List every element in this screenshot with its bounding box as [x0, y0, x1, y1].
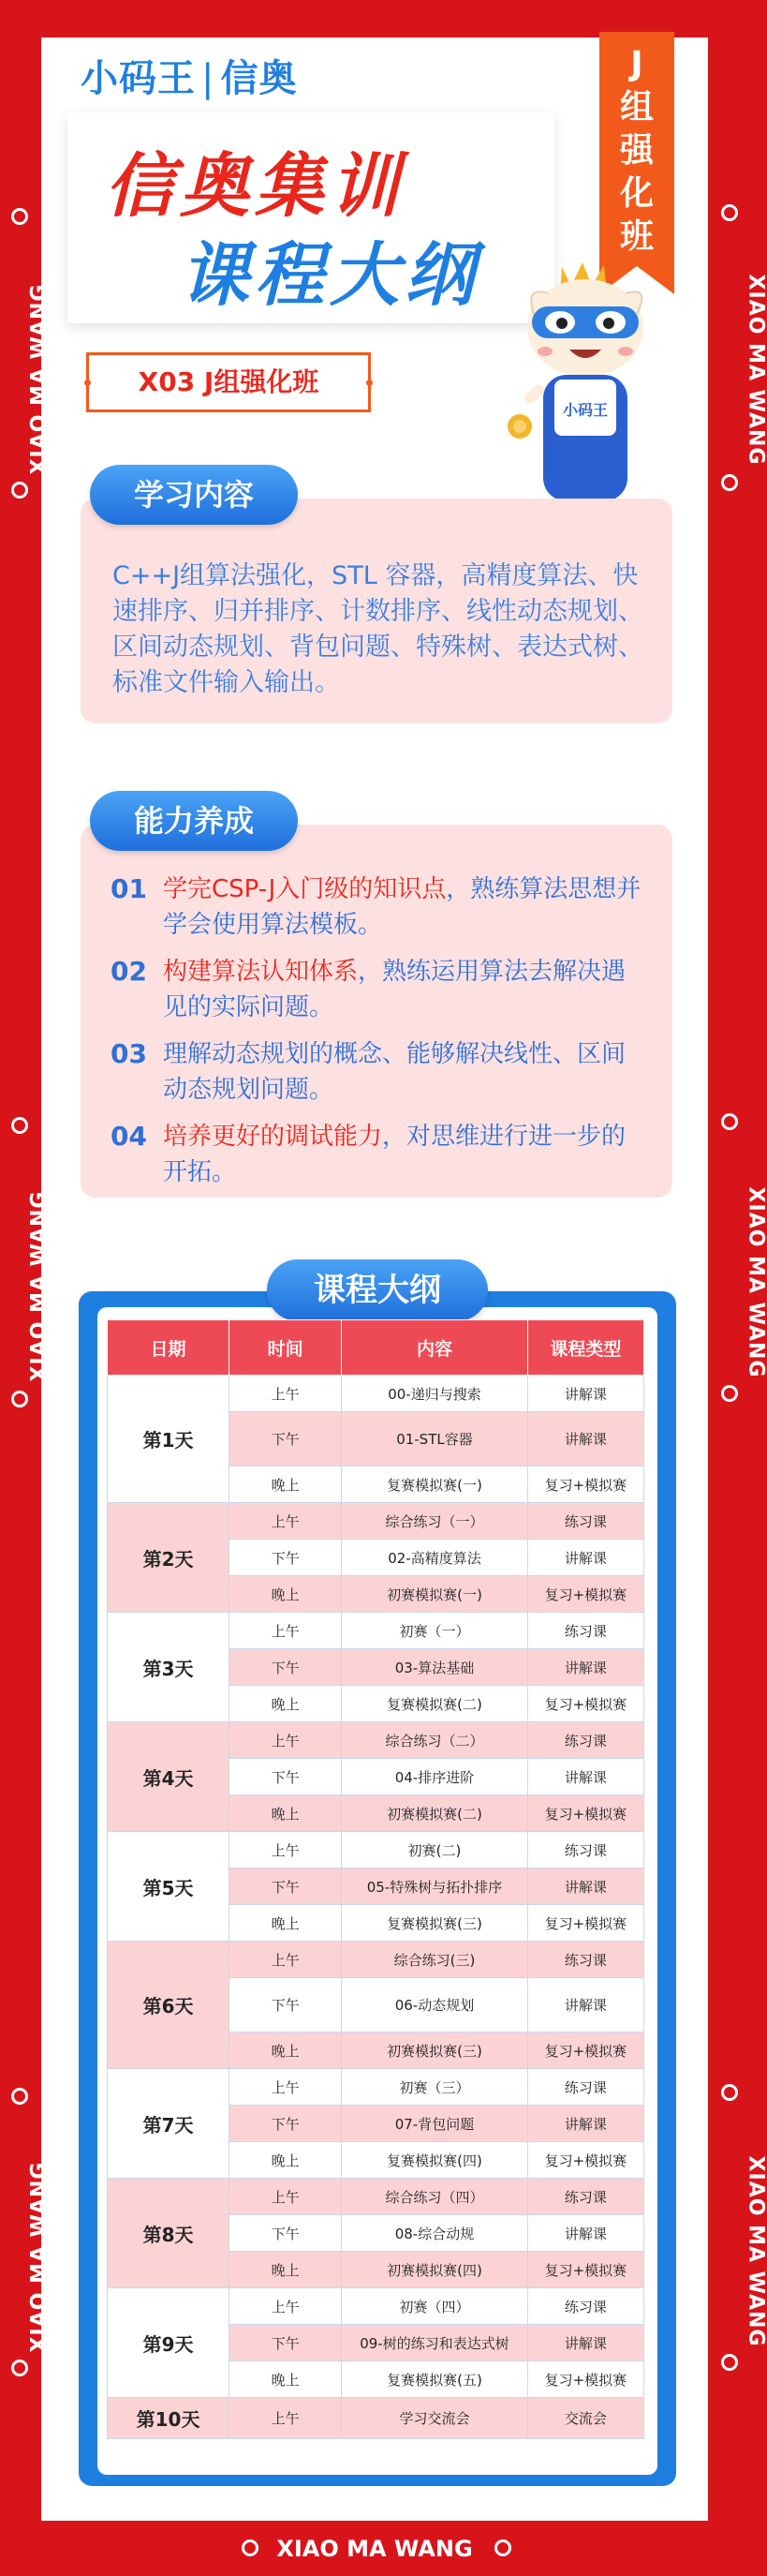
page-title-line2: 课程大纲: [180, 235, 479, 316]
content-cell: 初赛（一）: [342, 1613, 528, 1649]
content-cell: 复赛模拟赛(四): [342, 2142, 528, 2179]
ability-number: 03: [111, 1038, 147, 1069]
ability-list: [111, 871, 644, 1201]
ability-text: [163, 1036, 644, 1108]
type-cell: 讲解课: [527, 1376, 643, 1412]
side-label: XIAO MA WANG: [27, 283, 52, 475]
ring-decoration: [11, 1117, 28, 1134]
type-cell: 练习课: [527, 1942, 643, 1978]
content-cell: 综合练习（一）: [342, 1503, 528, 1540]
ring-decoration: [721, 2084, 738, 2101]
ability-text: [163, 1119, 644, 1190]
content-cell: 综合练习（四）: [342, 2179, 528, 2215]
ring-decoration: [11, 2088, 28, 2105]
ability-heading: 能力养成: [90, 791, 298, 851]
ability-item: [111, 871, 644, 943]
time-cell: 上午: [229, 2288, 342, 2325]
time-cell: 上午: [229, 1613, 342, 1649]
content-cell: 初赛（四）: [342, 2288, 528, 2325]
table-header-row: [108, 1320, 644, 1376]
type-cell: 复习+模拟赛: [527, 2033, 643, 2069]
day-cell: 第6天: [108, 1942, 229, 2069]
type-cell: 复习+模拟赛: [527, 2142, 643, 2179]
time-cell: 上午: [229, 1942, 342, 1978]
type-cell: 复习+模拟赛: [527, 1795, 643, 1832]
ring-decoration: [721, 2354, 738, 2371]
type-cell: 复习+模拟赛: [527, 2361, 643, 2398]
side-label: XIAO MA WANG: [744, 274, 767, 466]
content-cell: 03-算法基础: [342, 1649, 528, 1686]
ring-decoration: [721, 474, 738, 491]
content-cell: 04-排序进阶: [342, 1759, 528, 1795]
type-cell: 讲解课: [527, 1649, 643, 1686]
side-label: XIAO MA WANG: [27, 2161, 52, 2353]
day-cell: 第10天: [108, 2398, 229, 2439]
time-cell: 晚上: [229, 2252, 342, 2288]
type-cell: 复习+模拟赛: [527, 1467, 643, 1503]
table-row: [108, 2179, 644, 2215]
ability-item: [111, 1119, 644, 1190]
content-cell: 复赛模拟赛(五): [342, 2361, 528, 2398]
type-cell: 讲解课: [527, 1759, 643, 1795]
content-cell: 复赛模拟赛(二): [342, 1686, 528, 1722]
day-cell: 第3天: [108, 1613, 229, 1722]
type-cell: 练习课: [527, 1503, 643, 1540]
type-cell: 讲解课: [527, 2106, 643, 2142]
ring-decoration: [11, 482, 28, 499]
type-cell: 练习课: [527, 1832, 643, 1869]
time-cell: 上午: [229, 2398, 342, 2439]
content-cell: 初赛(二): [342, 1832, 528, 1869]
column-header: 日期: [108, 1320, 229, 1376]
time-cell: 下午: [229, 1978, 342, 2033]
type-cell: 复习+模拟赛: [527, 1686, 643, 1722]
content-cell: 09-树的练习和表达式树: [342, 2325, 528, 2361]
content-cell: 学习交流会: [342, 2398, 528, 2439]
ribbon-char: J: [630, 45, 643, 83]
type-cell: 练习课: [527, 2069, 643, 2106]
type-cell: 交流会: [527, 2398, 643, 2439]
mascot-badge-text: 小码王: [562, 401, 609, 419]
time-cell: 下午: [229, 1649, 342, 1686]
content-cell: 初赛（三）: [342, 2069, 528, 2106]
schedule-body: [108, 1376, 644, 2439]
table-row: [108, 2069, 644, 2106]
time-cell: 晚上: [229, 2361, 342, 2398]
time-cell: 下午: [229, 1869, 342, 1905]
type-cell: 练习课: [527, 2179, 643, 2215]
type-cell: 讲解课: [527, 2215, 643, 2252]
time-cell: 晚上: [229, 1467, 342, 1503]
content-cell: 01-STL容器: [342, 1412, 528, 1467]
column-header: 时间: [229, 1320, 342, 1376]
bottom-label: XIAO MA WANG: [276, 2536, 473, 2562]
time-cell: 上午: [229, 1832, 342, 1869]
time-cell: 下午: [229, 1540, 342, 1576]
type-cell: 讲解课: [527, 1978, 643, 2033]
ring-decoration: [721, 1385, 738, 1402]
table-row: [108, 1376, 644, 1412]
page-title-line1: 信奥集训: [105, 146, 405, 227]
ability-rest: ，熟练算法思想并学会使用算法模板。: [163, 875, 642, 939]
column-header: 课程类型: [527, 1320, 643, 1376]
table-row: [108, 2288, 644, 2325]
day-cell: 第7天: [108, 2069, 229, 2179]
content-cell: 初赛模拟赛(三): [342, 2033, 528, 2069]
ribbon-char: 班: [619, 217, 654, 256]
type-cell: 练习课: [527, 2288, 643, 2325]
time-cell: 上午: [229, 1722, 342, 1759]
day-cell: 第2天: [108, 1503, 229, 1613]
table-row: [108, 1613, 644, 1649]
course-code-box: [86, 352, 371, 412]
ability-number: 02: [111, 956, 147, 987]
content-cell: 05-特殊树与拓扑排序: [342, 1869, 528, 1905]
time-cell: 上午: [229, 2179, 342, 2215]
type-cell: 复习+模拟赛: [527, 2252, 643, 2288]
content-cell: 00-递归与搜索: [342, 1376, 528, 1412]
schedule-table: [107, 1319, 644, 2439]
table-row: [108, 1503, 644, 1540]
table-row: [108, 1942, 644, 1978]
table-row: [108, 2398, 644, 2439]
type-cell: 练习课: [527, 1722, 643, 1759]
ring-decoration: [721, 204, 738, 221]
ability-item: [111, 1036, 644, 1108]
side-label: XIAO MA WANG: [744, 2155, 767, 2347]
ribbon-label: [599, 43, 674, 259]
ring-decoration: [11, 208, 28, 225]
brand-logo: [81, 49, 297, 102]
type-cell: 复习+模拟赛: [527, 1576, 643, 1613]
time-cell: 晚上: [229, 1795, 342, 1832]
logo-separator: |: [201, 57, 215, 100]
ability-rest: ，对思维进行进一步的开拓。: [163, 1123, 627, 1186]
time-cell: 下午: [229, 1412, 342, 1467]
time-cell: 下午: [229, 2215, 342, 2252]
ability-number: 01: [111, 873, 147, 904]
table-row: [108, 1832, 644, 1869]
column-header: 内容: [342, 1320, 528, 1376]
type-cell: 讲解课: [527, 1540, 643, 1576]
content-cell: 综合练习（二）: [342, 1722, 528, 1759]
time-cell: 晚上: [229, 2142, 342, 2179]
outline-heading: 课程大纲: [267, 1259, 488, 1321]
day-cell: 第4天: [108, 1722, 229, 1832]
side-label: XIAO MA WANG: [744, 1186, 767, 1378]
study-content: C++J组算法强化，STL 容器，高精度算法、快速排序、归并排序、计数排序、线性动态规划、区间动态规划、背包问题、特殊树、表达式树、标准文件输入输出。: [112, 561, 643, 697]
content-cell: 初赛模拟赛(二): [342, 1795, 528, 1832]
logo-text-left: 小码王: [81, 57, 196, 100]
type-cell: 练习课: [527, 1613, 643, 1649]
time-cell: 晚上: [229, 1576, 342, 1613]
day-cell: 第1天: [108, 1376, 229, 1503]
ability-highlight: 培养更好的调试能力: [163, 1123, 383, 1151]
time-cell: 上午: [229, 2069, 342, 2106]
ability-text: [163, 871, 644, 943]
content-cell: 初赛模拟赛(四): [342, 2252, 528, 2288]
content-cell: 06-动态规划: [342, 1978, 528, 2033]
course-code: X03 J组强化班: [138, 366, 319, 397]
study-heading: 学习内容: [90, 465, 298, 525]
ribbon-char: 组: [619, 88, 654, 127]
logo-text-right: 信奥: [220, 57, 298, 100]
day-cell: 第9天: [108, 2288, 229, 2398]
content-cell: 02-高精度算法: [342, 1540, 528, 1576]
ability-text: [163, 954, 644, 1025]
time-cell: 晚上: [229, 2033, 342, 2069]
content-cell: 复赛模拟赛(一): [342, 1467, 528, 1503]
ring-decoration: [494, 2539, 511, 2556]
time-cell: 下午: [229, 1759, 342, 1795]
content-cell: 复赛模拟赛(三): [342, 1905, 528, 1942]
ability-highlight: 学完CSP-J入门级的知识点: [163, 875, 447, 903]
time-cell: 晚上: [229, 1905, 342, 1942]
type-cell: 讲解课: [527, 1412, 643, 1467]
type-cell: 讲解课: [527, 1869, 643, 1905]
type-cell: 复习+模拟赛: [527, 1905, 643, 1942]
ribbon-char: 化: [619, 174, 654, 213]
mascot-illustration: [496, 248, 670, 529]
class-ribbon: [599, 32, 674, 266]
time-cell: 下午: [229, 2106, 342, 2142]
content-cell: 综合练习(三): [342, 1942, 528, 1978]
ring-decoration: [11, 2360, 28, 2376]
ring-decoration: [11, 1391, 28, 1407]
table-row: [108, 1722, 644, 1759]
ribbon-char: 强: [619, 131, 654, 170]
ability-number: 04: [111, 1121, 147, 1152]
ability-rest: ，熟练运用算法去解决遇见的实际问题。: [163, 958, 627, 1021]
content-cell: 07-背包问题: [342, 2106, 528, 2142]
time-cell: 晚上: [229, 1686, 342, 1722]
time-cell: 下午: [229, 2325, 342, 2361]
day-cell: 第5天: [108, 1832, 229, 1942]
title-card: [67, 112, 554, 323]
type-cell: 讲解课: [527, 2325, 643, 2361]
time-cell: 上午: [229, 1376, 342, 1412]
time-cell: 上午: [229, 1503, 342, 1540]
ability-highlight: 构建算法认知体系: [163, 958, 359, 986]
content-cell: 08-综合动规: [342, 2215, 528, 2252]
content-cell: 初赛模拟赛(一): [342, 1576, 528, 1613]
day-cell: 第8天: [108, 2179, 229, 2288]
ability-item: [111, 954, 644, 1025]
ring-decoration: [721, 1113, 738, 1130]
side-label: XIAO MA WANG: [27, 1190, 52, 1382]
ability-rest: 理解动态规划的概念、能够解决线性、区间动态规划问题。: [163, 1040, 627, 1104]
